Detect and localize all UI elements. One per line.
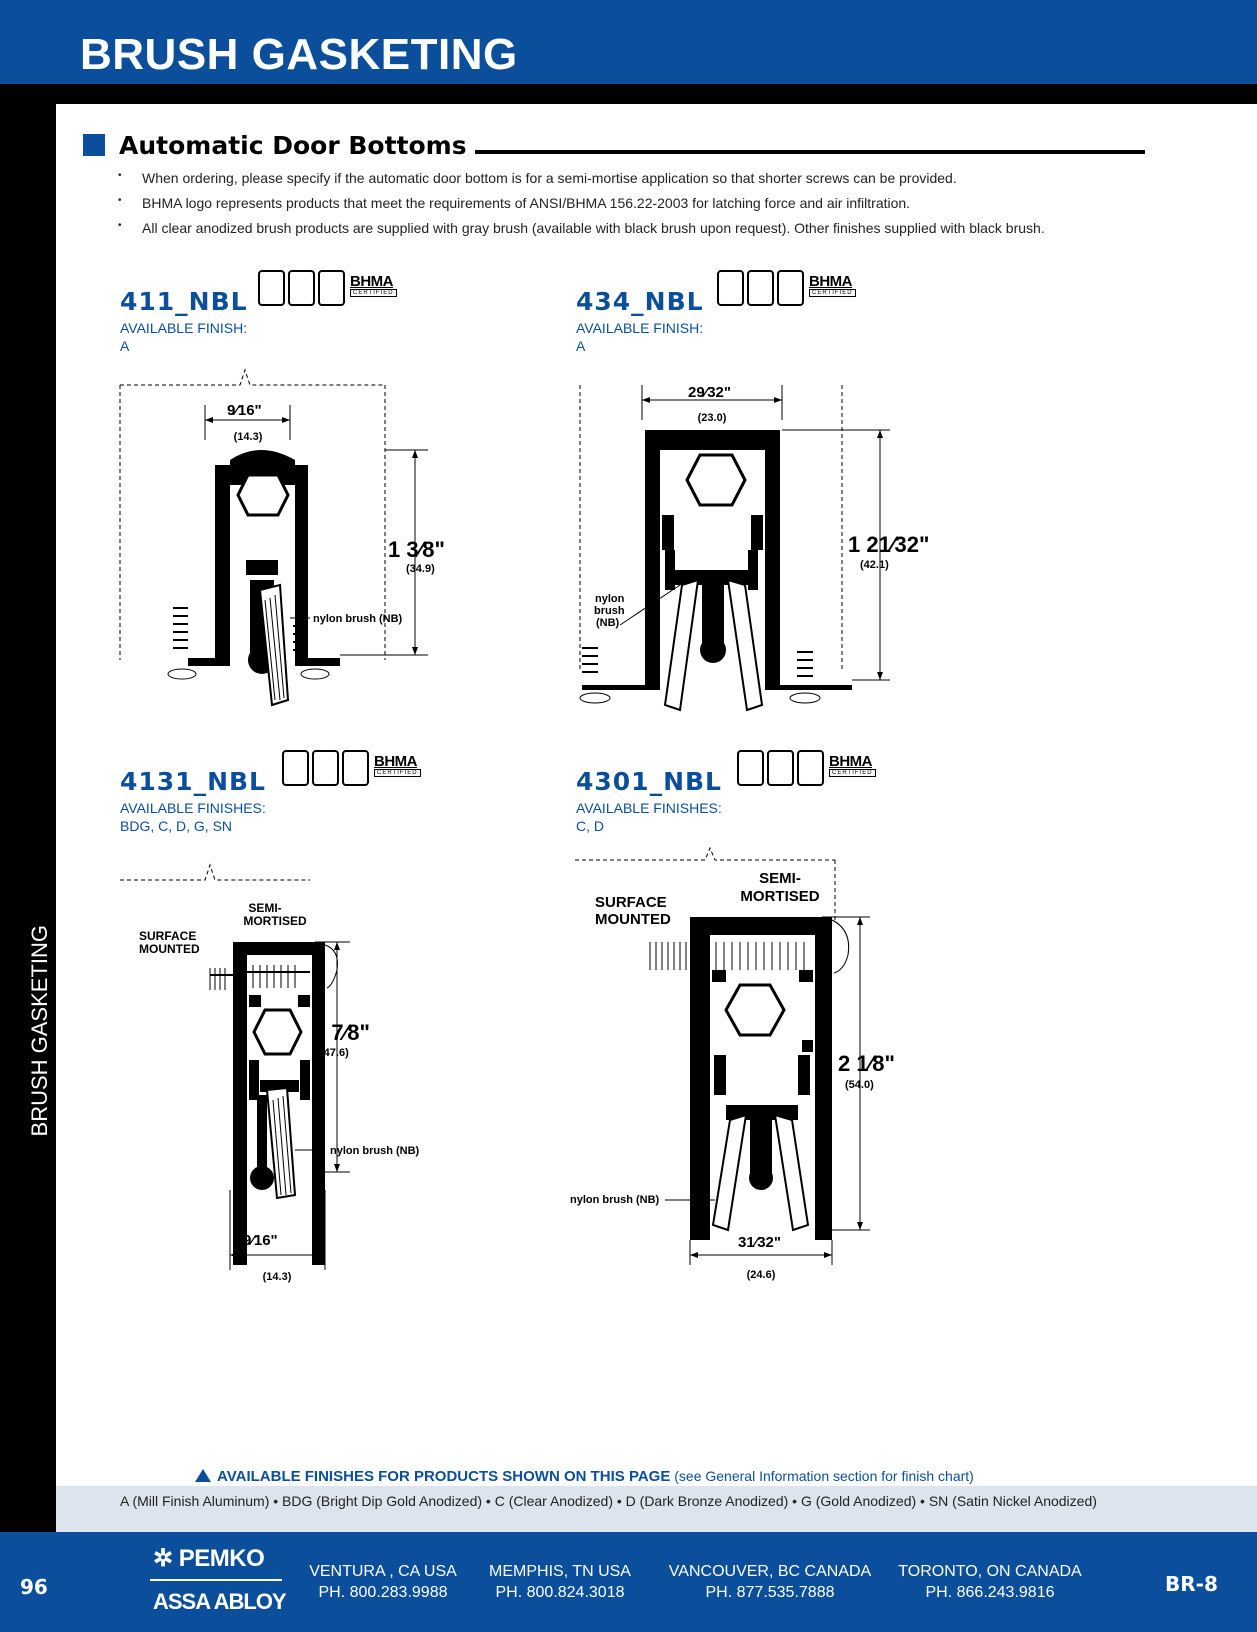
page-title: BRUSH GASKETING bbox=[80, 30, 518, 79]
air-infiltration-icon bbox=[737, 750, 764, 786]
drawing-434 bbox=[570, 380, 930, 720]
section-rule bbox=[475, 150, 1145, 154]
smoke-icon bbox=[747, 270, 774, 306]
office-vancouver: VANCOUVER, BC CANADA PH. 877.535.7888 bbox=[668, 1563, 872, 1601]
height-mm: (42.1) bbox=[860, 559, 889, 571]
triangle-icon bbox=[195, 1469, 211, 1482]
finish-values: C, D bbox=[576, 818, 604, 834]
finish-values: A bbox=[576, 338, 586, 354]
air-infiltration-icon bbox=[717, 270, 744, 306]
brush-label: nylon bbox=[595, 593, 625, 605]
product-code: 4301_NBL bbox=[576, 767, 722, 796]
logo-divider bbox=[150, 1579, 282, 1581]
width-mm: (23.0) bbox=[697, 412, 727, 424]
smoke-icon bbox=[767, 750, 794, 786]
finish-legend: A (Mill Finish Aluminum) • BDG (Bright Dip Gold Anodized) • C (Clear Anodized) • D (Dark Bronze Anodized) • G (Gold Anodized) • SN (Satin Nickel Anodized) bbox=[120, 1493, 1097, 1509]
surface-mounted-label: SURFACE bbox=[595, 894, 667, 911]
note-item: • All clear anodized brush products are supplied with gray brush (available with black brush upon request). Other finishes supplied with black brush. bbox=[116, 220, 1045, 245]
page-number: 96 bbox=[20, 1575, 48, 1599]
drawing-411 bbox=[110, 360, 445, 710]
product-411 bbox=[120, 287, 248, 354]
note-item: • When ordering, please specify if the automatic door bottom is for a semi-mortise application so that shorter screws can be provided. bbox=[116, 170, 1045, 195]
finish-label: AVAILABLE FINISHES: bbox=[120, 800, 266, 816]
brush-label: nylon brush (NB) bbox=[570, 1194, 660, 1206]
height-mm: (47.6) bbox=[320, 1047, 349, 1059]
fire-ul-icon bbox=[777, 270, 804, 306]
bhma-certified-icon: BHMA CERTIFIED bbox=[350, 274, 397, 297]
bhma-certified-icon: BHMA CERTIFIED bbox=[809, 274, 856, 297]
width-label: 29⁄32" bbox=[688, 384, 731, 401]
height-label: 2 1⁄8" bbox=[838, 1051, 895, 1076]
width-label: 31⁄32" bbox=[738, 1234, 781, 1251]
width-label: 9⁄16" bbox=[227, 402, 262, 419]
finish-label: AVAILABLE FINISHES: bbox=[576, 800, 722, 816]
bhma-certified-icon: BHMA CERTIFIED bbox=[374, 754, 421, 777]
bhma-certified-icon: BHMA CERTIFIED bbox=[829, 754, 876, 777]
fire-ul-icon bbox=[318, 270, 345, 306]
notes-list bbox=[116, 170, 1045, 245]
section-code: BR-8 bbox=[1165, 1572, 1218, 1596]
certification-badges bbox=[258, 270, 397, 306]
sidebar bbox=[0, 104, 56, 1532]
office-toronto: TORONTO, ON CANADA PH. 866.243.9816 bbox=[898, 1563, 1082, 1601]
smoke-icon bbox=[312, 750, 339, 786]
certification-badges bbox=[717, 270, 856, 306]
fire-ul-icon bbox=[797, 750, 824, 786]
product-4301 bbox=[576, 767, 722, 834]
height-label: 1 7⁄8" bbox=[313, 1020, 370, 1045]
note-item: • BHMA logo represents products that meet the requirements of ANSI/BHMA 156.22-2003 for latching force and air infiltration. bbox=[116, 195, 1045, 220]
surface-mounted-label: SURFACE bbox=[139, 929, 197, 943]
width-label: 9⁄16" bbox=[243, 1232, 278, 1249]
air-infiltration-icon bbox=[258, 270, 285, 306]
finish-label: AVAILABLE FINISH: bbox=[576, 320, 704, 336]
fire-ul-icon bbox=[342, 750, 369, 786]
surface-mounted-label: MOUNTED bbox=[139, 942, 200, 956]
brush-label: nylon brush (NB) bbox=[330, 1145, 420, 1157]
height-label: 1 3⁄8" bbox=[388, 537, 445, 562]
header-rule bbox=[0, 84, 1257, 104]
product-code: 4131_NBL bbox=[120, 767, 266, 796]
product-4131 bbox=[120, 767, 266, 834]
product-code: 434_NBL bbox=[576, 287, 704, 316]
assa-abloy-logo: ASSA ABLOY bbox=[153, 1589, 286, 1614]
width-mm: (14.3) bbox=[233, 431, 263, 443]
semi-mortised-label: SEMI- bbox=[759, 870, 801, 887]
brush-label: brush bbox=[594, 605, 625, 617]
drawing-4131 bbox=[115, 860, 435, 1290]
office-memphis: MEMPHIS, TN USA PH. 800.824.3018 bbox=[489, 1563, 631, 1601]
section-title: Automatic Door Bottoms bbox=[119, 131, 467, 160]
sidebar-label: BRUSH GASKETING bbox=[27, 925, 52, 1137]
semi-mortised-label: MORTISED bbox=[740, 888, 820, 905]
product-code: 411_NBL bbox=[120, 287, 248, 316]
office-ventura: VENTURA , CA USA PH. 800.283.9988 bbox=[309, 1563, 457, 1601]
header-bar bbox=[0, 0, 1257, 84]
semi-mortised-label: MORTISED bbox=[243, 914, 307, 928]
smoke-icon bbox=[288, 270, 315, 306]
semi-mortised-label: SEMI- bbox=[248, 901, 282, 915]
finish-heading: AVAILABLE FINISHES FOR PRODUCTS SHOWN ON THIS PAGE (see General Information section for finish chart) bbox=[195, 1468, 974, 1485]
surface-mounted-label: MOUNTED bbox=[595, 911, 671, 928]
height-mm: (54.0) bbox=[845, 1079, 874, 1091]
section-square-icon bbox=[83, 134, 105, 156]
brush-label: (NB) bbox=[596, 617, 620, 629]
width-mm: (14.3) bbox=[262, 1271, 292, 1283]
pemko-logo: ✲ PEMKO bbox=[153, 1545, 265, 1572]
width-mm: (24.6) bbox=[746, 1269, 776, 1281]
height-mm: (34.9) bbox=[406, 563, 435, 575]
drawing-4301 bbox=[570, 845, 910, 1285]
brush-label: nylon brush (NB) bbox=[313, 613, 403, 625]
product-434 bbox=[576, 287, 704, 354]
height-label: 1 21⁄32" bbox=[848, 532, 930, 557]
certification-badges bbox=[282, 750, 421, 786]
air-infiltration-icon bbox=[282, 750, 309, 786]
finish-values: A bbox=[120, 338, 130, 354]
finish-values: BDG, C, D, G, SN bbox=[120, 818, 233, 834]
finish-label: AVAILABLE FINISH: bbox=[120, 320, 248, 336]
certification-badges bbox=[737, 750, 876, 786]
